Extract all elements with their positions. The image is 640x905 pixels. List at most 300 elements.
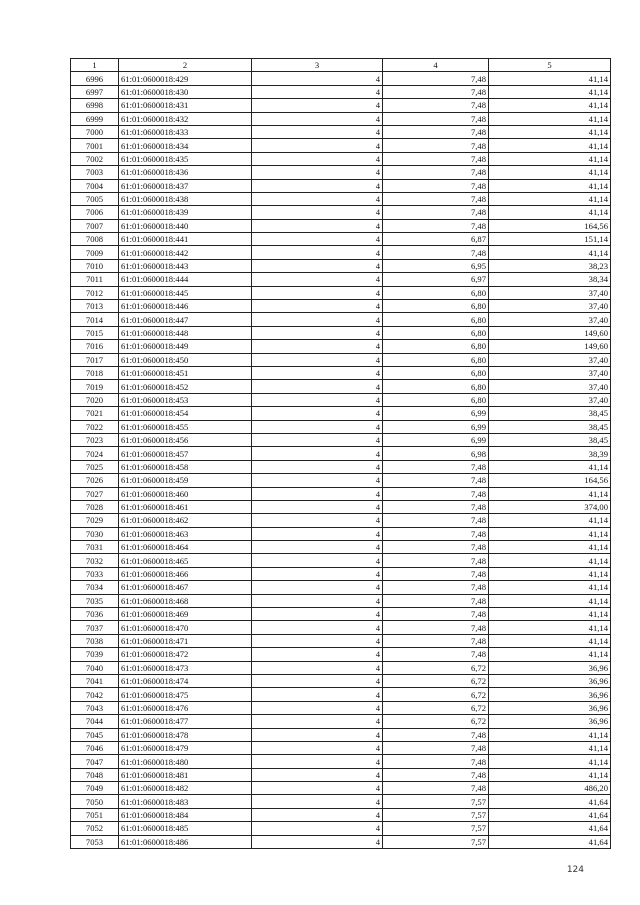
column-5-cell: 38,34: [489, 273, 611, 286]
column-5-cell: 38,39: [489, 447, 611, 460]
table-row: [71, 474, 611, 487]
table-row: [71, 366, 611, 379]
column-4-cell: 7,48: [383, 634, 489, 647]
row-number-cell: 7041: [71, 674, 119, 687]
row-number-cell: 7004: [71, 179, 119, 192]
column-5-cell: 149,60: [489, 340, 611, 353]
table-row: [71, 728, 611, 741]
row-number-cell: 7032: [71, 554, 119, 567]
column-4-cell: 7,48: [383, 621, 489, 634]
column-5-cell: 41,14: [489, 85, 611, 98]
cadastral-number-cell: 61:01:0600018:438: [119, 192, 252, 205]
row-number-cell: 7049: [71, 782, 119, 795]
column-4-cell: 7,48: [383, 768, 489, 781]
column-5-cell: 41,14: [489, 246, 611, 259]
table-row: [71, 407, 611, 420]
cadastral-number-cell: 61:01:0600018:479: [119, 741, 252, 754]
column-5-cell: 41,14: [489, 741, 611, 754]
column-4-cell: 7,48: [383, 755, 489, 768]
row-number-cell: 7035: [71, 594, 119, 607]
column-5-cell: 36,96: [489, 701, 611, 714]
table-row: [71, 340, 611, 353]
row-number-cell: 7015: [71, 326, 119, 339]
column-header: 5: [489, 59, 611, 72]
column-5-cell: 164,56: [489, 474, 611, 487]
column-4-cell: 7,48: [383, 487, 489, 500]
row-number-cell: 7048: [71, 768, 119, 781]
row-number-cell: 7030: [71, 527, 119, 540]
column-4-cell: 7,48: [383, 179, 489, 192]
row-number-cell: 7006: [71, 206, 119, 219]
cadastral-number-cell: 61:01:0600018:463: [119, 527, 252, 540]
column-3-cell: 4: [252, 782, 383, 795]
cadastral-number-cell: 61:01:0600018:460: [119, 487, 252, 500]
cadastral-number-cell: 61:01:0600018:452: [119, 380, 252, 393]
table-row: [71, 99, 611, 112]
table-row: [71, 688, 611, 701]
column-5-cell: 41,64: [489, 795, 611, 808]
row-number-cell: 7036: [71, 608, 119, 621]
table-row: [71, 460, 611, 473]
column-4-cell: 7,48: [383, 99, 489, 112]
table-body: [71, 72, 611, 849]
row-number-cell: 7012: [71, 286, 119, 299]
column-5-cell: 486,20: [489, 782, 611, 795]
column-4-cell: 7,48: [383, 474, 489, 487]
column-3-cell: 4: [252, 594, 383, 607]
column-4-cell: 7,48: [383, 246, 489, 259]
table-row: [71, 634, 611, 647]
column-5-cell: 37,40: [489, 353, 611, 366]
column-4-cell: 7,48: [383, 112, 489, 125]
row-number-cell: 7045: [71, 728, 119, 741]
table-row: [71, 300, 611, 313]
column-4-cell: 6,87: [383, 233, 489, 246]
table-row: [71, 353, 611, 366]
row-number-cell: 7001: [71, 139, 119, 152]
column-3-cell: 4: [252, 634, 383, 647]
column-3-cell: 4: [252, 514, 383, 527]
column-5-cell: 374,00: [489, 500, 611, 513]
column-3-cell: 4: [252, 112, 383, 125]
column-5-cell: 41,14: [489, 755, 611, 768]
column-3-cell: 4: [252, 125, 383, 138]
column-5-cell: 37,40: [489, 393, 611, 406]
column-3-cell: 4: [252, 835, 383, 848]
column-5-cell: 41,14: [489, 206, 611, 219]
table-row: [71, 541, 611, 554]
row-number-cell: 6998: [71, 99, 119, 112]
row-number-cell: 7017: [71, 353, 119, 366]
column-5-cell: 38,45: [489, 433, 611, 446]
row-number-cell: 6999: [71, 112, 119, 125]
column-3-cell: 4: [252, 581, 383, 594]
column-5-cell: 37,40: [489, 380, 611, 393]
column-3-cell: 4: [252, 246, 383, 259]
row-number-cell: 7033: [71, 567, 119, 580]
cadastral-number-cell: 61:01:0600018:466: [119, 567, 252, 580]
table-row: [71, 313, 611, 326]
cadastral-number-cell: 61:01:0600018:430: [119, 85, 252, 98]
row-number-cell: 7009: [71, 246, 119, 259]
column-3-cell: 4: [252, 340, 383, 353]
column-4-cell: 7,48: [383, 514, 489, 527]
column-4-cell: 6,80: [383, 353, 489, 366]
table-row: [71, 500, 611, 513]
row-number-cell: 7013: [71, 300, 119, 313]
row-number-cell: 7042: [71, 688, 119, 701]
column-5-cell: 41,14: [489, 567, 611, 580]
row-number-cell: 7014: [71, 313, 119, 326]
cadastral-number-cell: 61:01:0600018:443: [119, 259, 252, 272]
column-4-cell: 7,57: [383, 822, 489, 835]
column-3-cell: 4: [252, 554, 383, 567]
cadastral-number-cell: 61:01:0600018:468: [119, 594, 252, 607]
cadastral-number-cell: 61:01:0600018:441: [119, 233, 252, 246]
table-row: [71, 808, 611, 821]
column-5-cell: 41,14: [489, 608, 611, 621]
column-4-cell: 6,97: [383, 273, 489, 286]
cadastral-number-cell: 61:01:0600018:477: [119, 715, 252, 728]
column-4-cell: 6,80: [383, 300, 489, 313]
column-3-cell: 4: [252, 795, 383, 808]
column-4-cell: 6,99: [383, 433, 489, 446]
column-3-cell: 4: [252, 206, 383, 219]
column-3-cell: 4: [252, 527, 383, 540]
row-number-cell: 7026: [71, 474, 119, 487]
table-row: [71, 594, 611, 607]
column-3-cell: 4: [252, 259, 383, 272]
cadastral-number-cell: 61:01:0600018:472: [119, 648, 252, 661]
column-5-cell: 36,96: [489, 715, 611, 728]
row-number-cell: 7043: [71, 701, 119, 714]
cadastral-number-cell: 61:01:0600018:457: [119, 447, 252, 460]
column-5-cell: 36,96: [489, 688, 611, 701]
cadastral-number-cell: 61:01:0600018:445: [119, 286, 252, 299]
page-number: 124: [566, 865, 584, 875]
column-3-cell: 4: [252, 768, 383, 781]
column-3-cell: 4: [252, 313, 383, 326]
row-number-cell: 7034: [71, 581, 119, 594]
cadastral-number-cell: 61:01:0600018:436: [119, 166, 252, 179]
table-row: [71, 152, 611, 165]
table-row: [71, 420, 611, 433]
column-4-cell: 6,80: [383, 393, 489, 406]
column-4-cell: 7,48: [383, 741, 489, 754]
column-4-cell: 6,99: [383, 407, 489, 420]
column-5-cell: 41,14: [489, 581, 611, 594]
table-row: [71, 835, 611, 848]
column-4-cell: 7,48: [383, 125, 489, 138]
table-row: [71, 514, 611, 527]
row-number-cell: 7000: [71, 125, 119, 138]
column-5-cell: 41,14: [489, 192, 611, 205]
column-5-cell: 41,14: [489, 621, 611, 634]
column-5-cell: 41,14: [489, 152, 611, 165]
column-5-cell: 41,14: [489, 541, 611, 554]
cadastral-number-cell: 61:01:0600018:478: [119, 728, 252, 741]
column-5-cell: 37,40: [489, 366, 611, 379]
row-number-cell: 7027: [71, 487, 119, 500]
column-4-cell: 6,80: [383, 366, 489, 379]
cadastral-number-cell: 61:01:0600018:469: [119, 608, 252, 621]
cadastral-number-cell: 61:01:0600018:442: [119, 246, 252, 259]
cadastral-number-cell: 61:01:0600018:453: [119, 393, 252, 406]
column-4-cell: 7,48: [383, 554, 489, 567]
column-3-cell: 4: [252, 393, 383, 406]
cadastral-number-cell: 61:01:0600018:439: [119, 206, 252, 219]
table-row: [71, 608, 611, 621]
column-5-cell: 41,64: [489, 822, 611, 835]
column-3-cell: 4: [252, 688, 383, 701]
column-3-cell: 4: [252, 99, 383, 112]
column-5-cell: 41,14: [489, 648, 611, 661]
table-row: [71, 621, 611, 634]
column-3-cell: 4: [252, 808, 383, 821]
column-4-cell: 6,72: [383, 661, 489, 674]
column-4-cell: 6,80: [383, 313, 489, 326]
column-4-cell: 6,80: [383, 326, 489, 339]
column-3-cell: 4: [252, 433, 383, 446]
cadastral-number-cell: 61:01:0600018:484: [119, 808, 252, 821]
row-number-cell: 7039: [71, 648, 119, 661]
row-number-cell: 7020: [71, 393, 119, 406]
row-number-cell: 7022: [71, 420, 119, 433]
row-number-cell: 7019: [71, 380, 119, 393]
table-row: [71, 447, 611, 460]
column-3-cell: 4: [252, 286, 383, 299]
cadastral-number-cell: 61:01:0600018:454: [119, 407, 252, 420]
column-4-cell: 7,48: [383, 219, 489, 232]
column-5-cell: 41,14: [489, 634, 611, 647]
column-3-cell: 4: [252, 460, 383, 473]
table-row: [71, 380, 611, 393]
table-row: [71, 326, 611, 339]
column-4-cell: 7,48: [383, 72, 489, 85]
row-number-cell: 7007: [71, 219, 119, 232]
table-row: [71, 433, 611, 446]
column-4-cell: 6,72: [383, 715, 489, 728]
column-5-cell: 164,56: [489, 219, 611, 232]
cadastral-number-cell: 61:01:0600018:461: [119, 500, 252, 513]
column-5-cell: 38,23: [489, 259, 611, 272]
column-header: 3: [252, 59, 383, 72]
cadastral-number-cell: 61:01:0600018:456: [119, 433, 252, 446]
column-5-cell: 41,14: [489, 125, 611, 138]
table-row: [71, 768, 611, 781]
column-4-cell: 7,48: [383, 206, 489, 219]
table-row: [71, 259, 611, 272]
column-3-cell: 4: [252, 179, 383, 192]
column-3-cell: 4: [252, 822, 383, 835]
table-row: [71, 206, 611, 219]
column-5-cell: 151,14: [489, 233, 611, 246]
column-4-cell: 6,98: [383, 447, 489, 460]
column-3-cell: 4: [252, 326, 383, 339]
table-row: [71, 166, 611, 179]
column-3-cell: 4: [252, 541, 383, 554]
row-number-cell: 7047: [71, 755, 119, 768]
cadastral-number-cell: 61:01:0600018:435: [119, 152, 252, 165]
cadastral-number-cell: 61:01:0600018:455: [119, 420, 252, 433]
column-5-cell: 41,14: [489, 514, 611, 527]
column-3-cell: 4: [252, 407, 383, 420]
column-5-cell: 41,14: [489, 487, 611, 500]
column-3-cell: 4: [252, 366, 383, 379]
table-row: [71, 219, 611, 232]
table-row: [71, 85, 611, 98]
table-row: [71, 125, 611, 138]
table-header: [71, 59, 611, 72]
row-number-cell: 7046: [71, 741, 119, 754]
cadastral-number-cell: 61:01:0600018:462: [119, 514, 252, 527]
row-number-cell: 7008: [71, 233, 119, 246]
column-4-cell: 7,48: [383, 567, 489, 580]
cadastral-number-cell: 61:01:0600018:450: [119, 353, 252, 366]
row-number-cell: 7028: [71, 500, 119, 513]
table-row: [71, 139, 611, 152]
column-4-cell: 7,48: [383, 139, 489, 152]
column-3-cell: 4: [252, 447, 383, 460]
row-number-cell: 7051: [71, 808, 119, 821]
column-3-cell: 4: [252, 139, 383, 152]
table-row: [71, 393, 611, 406]
table-row: [71, 822, 611, 835]
column-4-cell: 7,48: [383, 85, 489, 98]
table-row: [71, 527, 611, 540]
cadastral-number-cell: 61:01:0600018:459: [119, 474, 252, 487]
table-row: [71, 648, 611, 661]
table-row: [71, 581, 611, 594]
table-row: [71, 192, 611, 205]
row-number-cell: 7024: [71, 447, 119, 460]
cadastral-number-cell: 61:01:0600018:485: [119, 822, 252, 835]
cadastral-number-cell: 61:01:0600018:431: [119, 99, 252, 112]
table-row: [71, 755, 611, 768]
cadastral-number-cell: 61:01:0600018:465: [119, 554, 252, 567]
column-3-cell: 4: [252, 621, 383, 634]
row-number-cell: 6996: [71, 72, 119, 85]
column-5-cell: 41,14: [489, 728, 611, 741]
column-3-cell: 4: [252, 219, 383, 232]
row-number-cell: 7018: [71, 366, 119, 379]
column-5-cell: 36,96: [489, 661, 611, 674]
row-number-cell: 7040: [71, 661, 119, 674]
row-number-cell: 7010: [71, 259, 119, 272]
cadastral-number-cell: 61:01:0600018:475: [119, 688, 252, 701]
column-3-cell: 4: [252, 608, 383, 621]
table-row: [71, 782, 611, 795]
column-3-cell: 4: [252, 420, 383, 433]
header-row: [71, 59, 611, 72]
cadastral-number-cell: 61:01:0600018:448: [119, 326, 252, 339]
row-number-cell: 6997: [71, 85, 119, 98]
column-3-cell: 4: [252, 380, 383, 393]
column-4-cell: 7,48: [383, 648, 489, 661]
table-row: [71, 661, 611, 674]
column-3-cell: 4: [252, 85, 383, 98]
column-4-cell: 6,95: [383, 259, 489, 272]
row-number-cell: 7037: [71, 621, 119, 634]
cadastral-number-cell: 61:01:0600018:467: [119, 581, 252, 594]
column-5-cell: 41,14: [489, 527, 611, 540]
row-number-cell: 7044: [71, 715, 119, 728]
column-5-cell: 41,14: [489, 112, 611, 125]
row-number-cell: 7031: [71, 541, 119, 554]
column-4-cell: 6,72: [383, 674, 489, 687]
column-3-cell: 4: [252, 474, 383, 487]
cadastral-number-cell: 61:01:0600018:429: [119, 72, 252, 85]
cadastral-number-cell: 61:01:0600018:440: [119, 219, 252, 232]
column-4-cell: 7,48: [383, 782, 489, 795]
cadastral-number-cell: 61:01:0600018:483: [119, 795, 252, 808]
row-number-cell: 7025: [71, 460, 119, 473]
column-5-cell: 149,60: [489, 326, 611, 339]
column-4-cell: 7,48: [383, 527, 489, 540]
column-4-cell: 7,48: [383, 728, 489, 741]
column-4-cell: 6,99: [383, 420, 489, 433]
table-row: [71, 741, 611, 754]
column-header: 2: [119, 59, 252, 72]
column-3-cell: 4: [252, 741, 383, 754]
column-4-cell: 7,57: [383, 808, 489, 821]
column-3-cell: 4: [252, 72, 383, 85]
column-4-cell: 6,72: [383, 688, 489, 701]
column-4-cell: 7,48: [383, 581, 489, 594]
table-row: [71, 567, 611, 580]
cadastral-number-cell: 61:01:0600018:432: [119, 112, 252, 125]
column-4-cell: 7,57: [383, 835, 489, 848]
column-4-cell: 6,80: [383, 380, 489, 393]
cadastral-number-cell: 61:01:0600018:486: [119, 835, 252, 848]
row-number-cell: 7053: [71, 835, 119, 848]
column-5-cell: 41,64: [489, 835, 611, 848]
row-number-cell: 7005: [71, 192, 119, 205]
cadastral-number-cell: 61:01:0600018:458: [119, 460, 252, 473]
column-5-cell: 37,40: [489, 300, 611, 313]
column-5-cell: 41,14: [489, 166, 611, 179]
cadastral-number-cell: 61:01:0600018:480: [119, 755, 252, 768]
row-number-cell: 7021: [71, 407, 119, 420]
cadastral-number-cell: 61:01:0600018:437: [119, 179, 252, 192]
cadastral-number-cell: 61:01:0600018:476: [119, 701, 252, 714]
cadastral-number-cell: 61:01:0600018:473: [119, 661, 252, 674]
column-3-cell: 4: [252, 715, 383, 728]
row-number-cell: 7023: [71, 433, 119, 446]
table-row: [71, 246, 611, 259]
table-row: [71, 487, 611, 500]
row-number-cell: 7052: [71, 822, 119, 835]
cadastral-number-cell: 61:01:0600018:447: [119, 313, 252, 326]
cadastral-number-cell: 61:01:0600018:471: [119, 634, 252, 647]
row-number-cell: 7029: [71, 514, 119, 527]
column-4-cell: 7,48: [383, 152, 489, 165]
column-3-cell: 4: [252, 701, 383, 714]
cadastral-table: [70, 58, 611, 849]
column-4-cell: 7,48: [383, 541, 489, 554]
column-5-cell: 41,14: [489, 99, 611, 112]
cadastral-number-cell: 61:01:0600018:451: [119, 366, 252, 379]
column-4-cell: 7,48: [383, 192, 489, 205]
table-row: [71, 233, 611, 246]
cadastral-number-cell: 61:01:0600018:433: [119, 125, 252, 138]
column-3-cell: 4: [252, 353, 383, 366]
column-4-cell: 7,48: [383, 460, 489, 473]
column-5-cell: 41,14: [489, 768, 611, 781]
table-row: [71, 72, 611, 85]
table-row: [71, 701, 611, 714]
column-3-cell: 4: [252, 166, 383, 179]
